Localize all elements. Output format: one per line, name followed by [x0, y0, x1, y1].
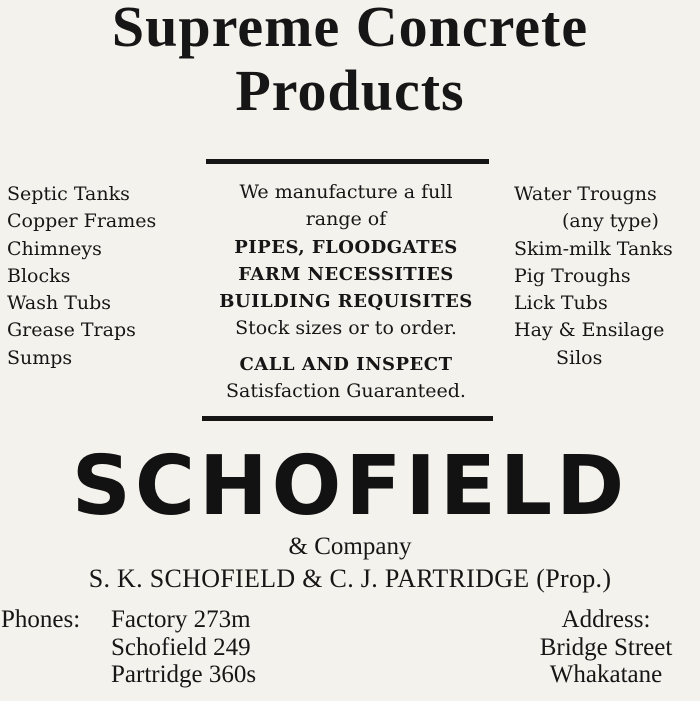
list-item: Hay & Ensilage	[514, 319, 665, 342]
headline-line-2: Products	[235, 58, 465, 123]
products-heading: BUILDING REQUISITES	[219, 291, 473, 313]
phones-list	[111, 606, 256, 689]
list-item: (any type)	[562, 210, 659, 233]
list-item: Pig Troughs	[514, 264, 631, 287]
list-item: Water Trougns	[514, 183, 657, 205]
list-item: Grease Traps	[7, 319, 136, 342]
bottom-rule	[202, 416, 493, 421]
products-heading: PIPES, FLOODGATES	[234, 236, 458, 258]
phones-label: Phones:	[1, 606, 81, 633]
list-item: Sumps	[7, 346, 73, 369]
stock-text: Stock sizes or to order.	[235, 317, 457, 340]
company-name: SCHOFIELD	[71, 439, 629, 534]
proprietors: S. K. SCHOFIELD & C. J. PARTRIDGE (Prop.)	[88, 564, 612, 593]
address-block	[518, 606, 694, 689]
list-item: Lick Tubs	[514, 292, 608, 315]
phone-line: Schofield 249	[111, 633, 251, 661]
address-line: Whakatane	[549, 661, 663, 688]
phone-line: Partridge 360s	[111, 661, 257, 688]
headline-line-1: Supreme Concrete	[111, 0, 589, 59]
call-to-action: CALL AND INSPECT	[239, 353, 453, 375]
company-suffix: & Company	[288, 533, 412, 560]
intro-text: We manufacture a full	[239, 181, 453, 203]
phone-line: Factory 273m	[111, 606, 251, 633]
products-heading: FARM NECESSITIES	[238, 263, 454, 285]
list-item: Silos	[556, 346, 603, 369]
list-item: Blocks	[7, 264, 71, 287]
top-rule	[206, 159, 489, 164]
guarantee-text: Satisfaction Guaranteed.	[226, 380, 466, 403]
intro-text: range of	[305, 208, 387, 231]
list-item: Copper Frames	[7, 210, 157, 233]
address-line: Bridge Street	[539, 633, 673, 661]
address-label: Address:	[561, 606, 651, 633]
list-item: Wash Tubs	[7, 292, 112, 315]
right-product-list	[514, 181, 673, 372]
list-item: Skim-milk Tanks	[514, 237, 673, 260]
list-item: Chimneys	[7, 237, 102, 260]
left-product-list	[7, 181, 156, 372]
list-item: Septic Tanks	[7, 183, 130, 205]
center-column	[200, 179, 492, 405]
